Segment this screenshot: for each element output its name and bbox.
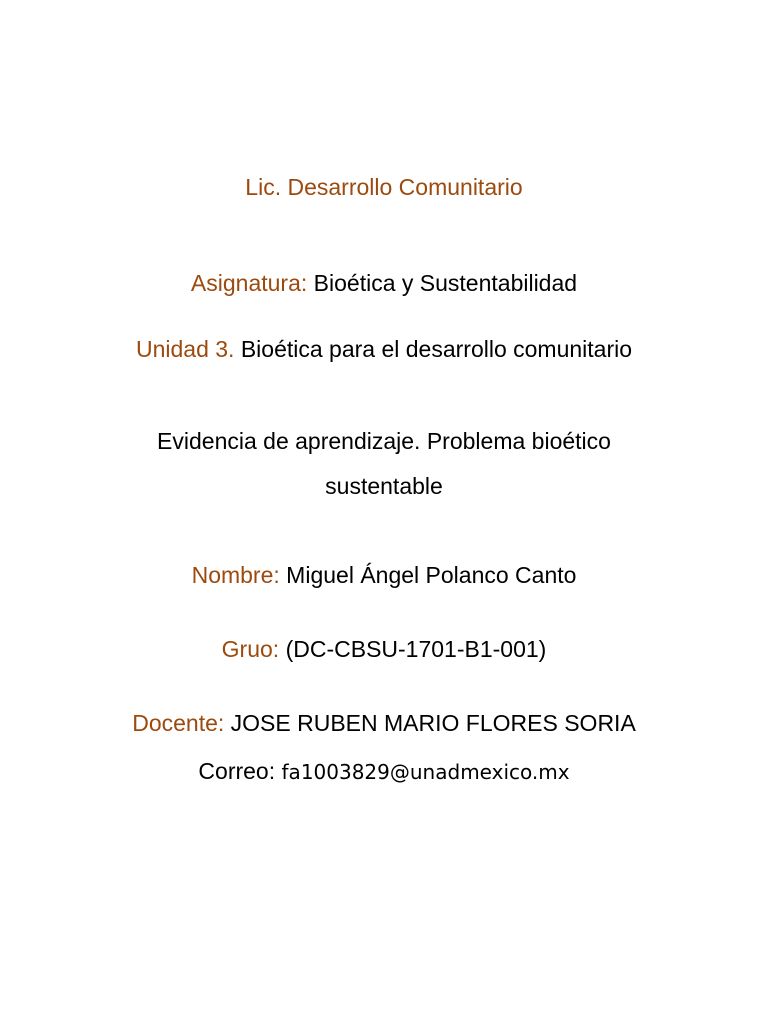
name-value: Miguel Ángel Polanco Canto: [286, 562, 577, 588]
teacher-label: Docente:: [132, 710, 225, 736]
teacher-line: [0, 708, 768, 738]
evidence-title-line-2: sustentable: [325, 473, 443, 499]
evidence-title-line-1: Evidencia de aprendizaje. Problema bioético: [157, 428, 611, 454]
subject-line: [0, 268, 768, 298]
email-value[interactable]: fa1003829@unadmexico.mx: [281, 760, 570, 784]
name-label: Nombre:: [191, 562, 280, 588]
teacher-value: JOSE RUBEN MARIO FLORES SORIA: [230, 710, 636, 736]
group-line: [0, 634, 768, 664]
subject-value: Bioética y Sustentabilidad: [313, 270, 578, 296]
email-line: [0, 756, 768, 787]
unit-label: Unidad 3.: [135, 336, 235, 362]
unit-line: [0, 334, 768, 364]
email-label: Correo:: [198, 758, 276, 784]
group-label: Gruo:: [221, 636, 280, 662]
subject-label: Asignatura:: [190, 270, 308, 296]
group-value: (DC-CBSU-1701-B1-001): [285, 636, 547, 662]
program-title: Lic. Desarrollo Comunitario: [245, 174, 523, 200]
unit-value: Bioética para el desarrollo comunitario: [240, 336, 633, 362]
name-line: [0, 560, 768, 590]
